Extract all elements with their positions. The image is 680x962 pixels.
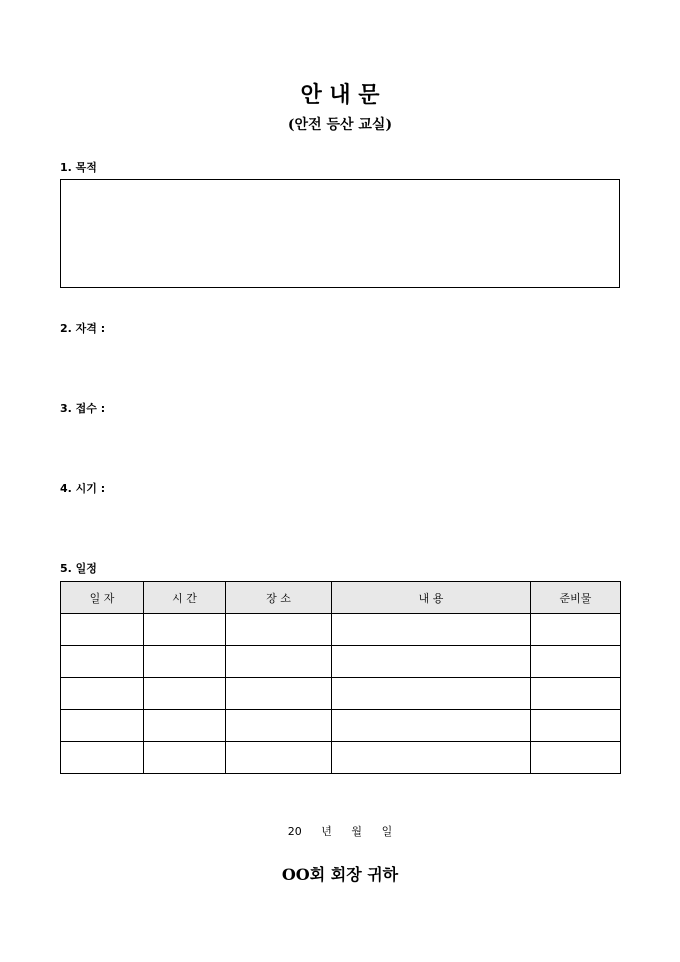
- table-cell: [144, 742, 226, 774]
- table-cell: [332, 710, 531, 742]
- table-cell: [332, 614, 531, 646]
- document-title: 안 내 문: [300, 82, 380, 108]
- table-row: [61, 678, 621, 710]
- table-header-row: [61, 582, 621, 614]
- date-year-unit: 년: [321, 825, 332, 838]
- table-cell: [332, 742, 531, 774]
- table-cell: [61, 646, 144, 678]
- column-header-date: 일 자: [61, 582, 144, 614]
- table-cell: [226, 646, 332, 678]
- table-cell: [61, 614, 144, 646]
- date-year: 20: [287, 825, 302, 838]
- table-cell: [226, 742, 332, 774]
- column-header-place: 장 소: [226, 582, 332, 614]
- table-cell: [226, 710, 332, 742]
- table-cell: [332, 678, 531, 710]
- table-cell: [61, 742, 144, 774]
- table-row: [61, 614, 621, 646]
- table-cell: [332, 646, 531, 678]
- column-header-supplies: 준비물: [531, 582, 621, 614]
- schedule-table-body: [61, 614, 621, 774]
- date-month-unit: 월: [351, 825, 363, 838]
- table-cell: [531, 614, 621, 646]
- table-cell: [531, 742, 621, 774]
- table-cell: [531, 678, 621, 710]
- table-cell: [61, 710, 144, 742]
- section-period-heading: 4. 시기 :: [60, 482, 106, 495]
- schedule-table: [60, 581, 621, 774]
- table-cell: [61, 678, 144, 710]
- table-cell: [531, 710, 621, 742]
- purpose-box: [60, 179, 620, 288]
- table-cell: [226, 678, 332, 710]
- document-subtitle: (안전 등산 교실): [287, 117, 393, 133]
- section-qualification-heading: 2. 자격 :: [60, 322, 106, 335]
- signature-line: OO회 회장 귀하: [281, 865, 399, 884]
- date-day-unit: 일: [381, 825, 393, 838]
- table-cell: [144, 710, 226, 742]
- section-schedule-heading: 5. 일정: [60, 562, 97, 575]
- table-row: [61, 742, 621, 774]
- section-purpose-heading: 1. 목적: [60, 161, 97, 174]
- section-registration-heading: 3. 접수 :: [60, 402, 106, 415]
- column-header-time: 시 간: [144, 582, 226, 614]
- table-cell: [144, 614, 226, 646]
- table-cell: [144, 678, 226, 710]
- column-header-content: 내 용: [332, 582, 531, 614]
- table-cell: [144, 646, 226, 678]
- table-row: [61, 710, 621, 742]
- table-row: [61, 646, 621, 678]
- date-line: [0, 823, 680, 839]
- table-cell: [531, 646, 621, 678]
- table-cell: [226, 614, 332, 646]
